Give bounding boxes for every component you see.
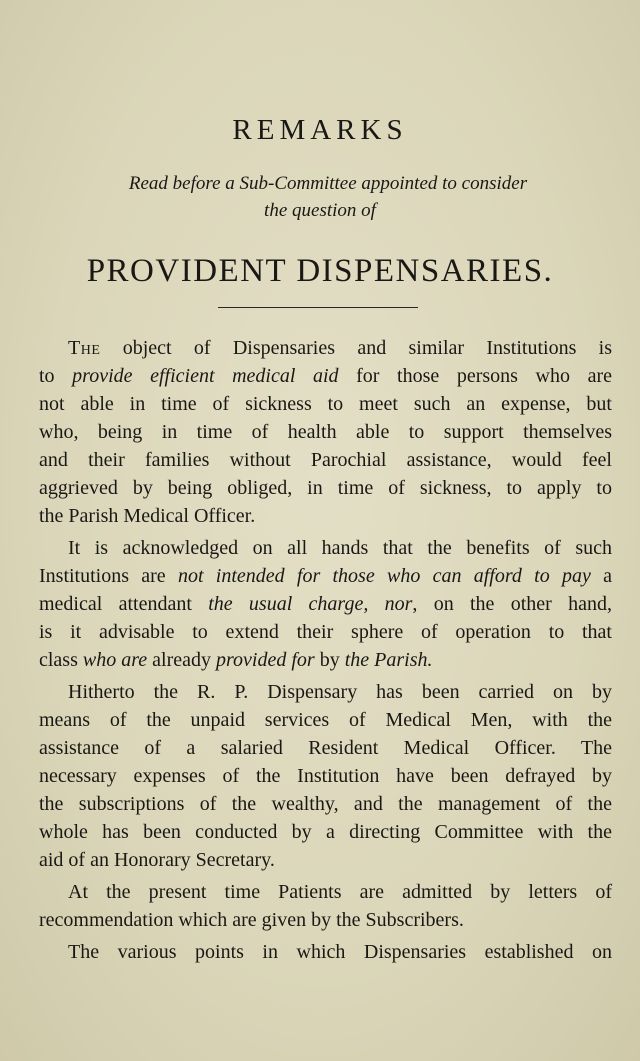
text-line: whole has been conducted by a directing Committee with the	[39, 821, 612, 843]
text-run: object of Dispensaries and similar Institutions is	[100, 337, 612, 359]
text-run: already	[147, 649, 217, 671]
text-run: , on the other hand,	[412, 593, 612, 615]
text-run: a	[590, 565, 612, 587]
main-heading: PROVIDENT DISPENSARIES.	[86, 253, 554, 289]
text-line: assistance of a salaried Resident Medical Officer. The	[39, 737, 612, 759]
italic-run: provided for	[216, 649, 315, 671]
text-line: and their families without Parochial assistance, would feel	[39, 449, 612, 471]
text-line: necessary expenses of the Institution have been defrayed by	[39, 765, 612, 787]
italic-run: not intended for those who can afford to pay	[177, 565, 591, 587]
subtitle-line-1: Read before a Sub-Committee appointed to consider	[128, 173, 528, 194]
text-line: is it advisable to extend their sphere of operation to that	[39, 621, 612, 643]
italic-run: the usual charge, nor	[208, 593, 413, 615]
text-line: The various points in which Dispensaries established on	[68, 941, 612, 963]
text-line: At the present time Patients are admitted by letters of	[68, 881, 612, 903]
text-run: by	[314, 649, 345, 671]
lead-word: The	[68, 337, 101, 359]
text-line: It is acknowledged on all hands that the benefits of such	[68, 537, 612, 559]
text-line	[68, 335, 612, 361]
text-run: Institutions are	[39, 565, 178, 587]
text-line: recommendation which are given by the Subscribers.	[39, 909, 464, 931]
text-line: aid of an Honorary Secretary.	[39, 849, 275, 871]
subtitle-line-2: the question of	[264, 200, 376, 221]
text-line: not able in time of sickness to meet such an expense, but	[39, 393, 612, 415]
text-line: means of the unpaid services of Medical Men, with the	[39, 709, 612, 731]
text-line	[39, 647, 612, 673]
divider-rule	[218, 307, 418, 308]
page-title: REMARKS	[232, 114, 408, 146]
italic-run: provide efficient medical aid	[72, 365, 339, 387]
text-run: class	[39, 649, 83, 671]
text-run: medical attendant	[39, 593, 209, 615]
text-line	[39, 563, 612, 589]
text-line: the subscriptions of the wealthy, and the management of the	[39, 793, 612, 815]
text-line: who, being in time of health able to support themselves	[39, 421, 612, 443]
text-line: the Parish Medical Officer.	[39, 505, 256, 527]
text-line	[39, 363, 612, 389]
text-line	[39, 591, 612, 617]
text-line: Hitherto the R. P. Dispensary has been carried on by	[68, 681, 612, 703]
italic-run: who are	[82, 649, 148, 671]
text-run: for those persons who are	[338, 365, 613, 387]
italic-run: the Parish.	[344, 649, 433, 671]
text-line: aggrieved by being obliged, in time of sickness, to apply to	[39, 477, 612, 499]
text-run: to	[39, 365, 73, 387]
